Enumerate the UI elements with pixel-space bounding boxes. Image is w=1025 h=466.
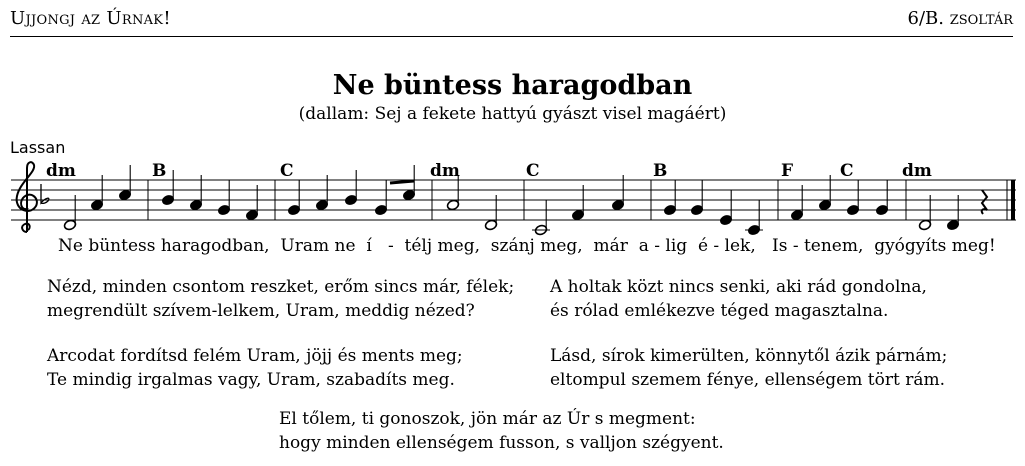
song-title: Ne büntess haragodban: [332, 70, 693, 101]
stanza-line: El tőlem, ti gonoszok, jön már az Úr s megment:: [279, 409, 696, 429]
chord-symbol: C: [526, 161, 540, 181]
lyrics-line: Ne büntess haragodban, Uram ne í - télj meg, szánj meg, már a - lig é - lek, Is - tenem, gyógyíts meg!: [58, 236, 996, 256]
chord-symbol: dm: [46, 161, 76, 181]
staff-lines: [11, 180, 1016, 220]
stanza-line: Lásd, sírok kimerülten, könnytől ázik párnám;: [550, 346, 948, 366]
tempo-marking: Lassan: [10, 138, 66, 157]
treble-clef-icon: [17, 162, 37, 232]
stanza-4: [550, 344, 947, 392]
chord-symbol: B: [653, 161, 668, 181]
stanza-line: eltompul szemem fénye, ellenségem tört rám.: [550, 370, 945, 390]
chord-symbol: F: [781, 161, 794, 181]
chord-symbol: C: [840, 161, 854, 181]
stanza-line: A holtak közt nincs senki, aki rád gondolna,: [550, 277, 927, 297]
stanza-line: Te mindig irgalmas vagy, Uram, szabadíts meg.: [47, 370, 455, 390]
chord-symbol: C: [280, 161, 294, 181]
stanza-2: [550, 275, 927, 323]
stanza-line: Arcodat fordítsd felém Uram, jöjj és ments meg;: [47, 346, 463, 366]
chord-symbol: dm: [430, 161, 460, 181]
chord-symbol: B: [152, 161, 167, 181]
stanza-3: [47, 344, 463, 392]
stanza-line: Nézd, minden csontom reszket, erőm sincs már, félek;: [47, 277, 515, 297]
book-title: Ujjongj az Úrnak!: [10, 8, 171, 29]
song-subtitle: (dallam: Sej a fekete hattyú gyászt visel magáért): [298, 104, 727, 124]
stanza-1: [47, 275, 514, 323]
eighth-beam: [390, 181, 414, 183]
stanza-line: megrendült szívem-lelkem, Uram, meddig nézed?: [47, 301, 475, 321]
chord-symbol: dm: [902, 161, 932, 181]
stanza-line: hogy minden ellenségem fusson, s valljon szégyent.: [279, 433, 724, 453]
psalm-number: 6/B. zsoltár: [907, 8, 1013, 29]
stanza-5: [279, 407, 724, 455]
stanza-line: és rólad emlékezve téged magasztalna.: [550, 301, 889, 321]
